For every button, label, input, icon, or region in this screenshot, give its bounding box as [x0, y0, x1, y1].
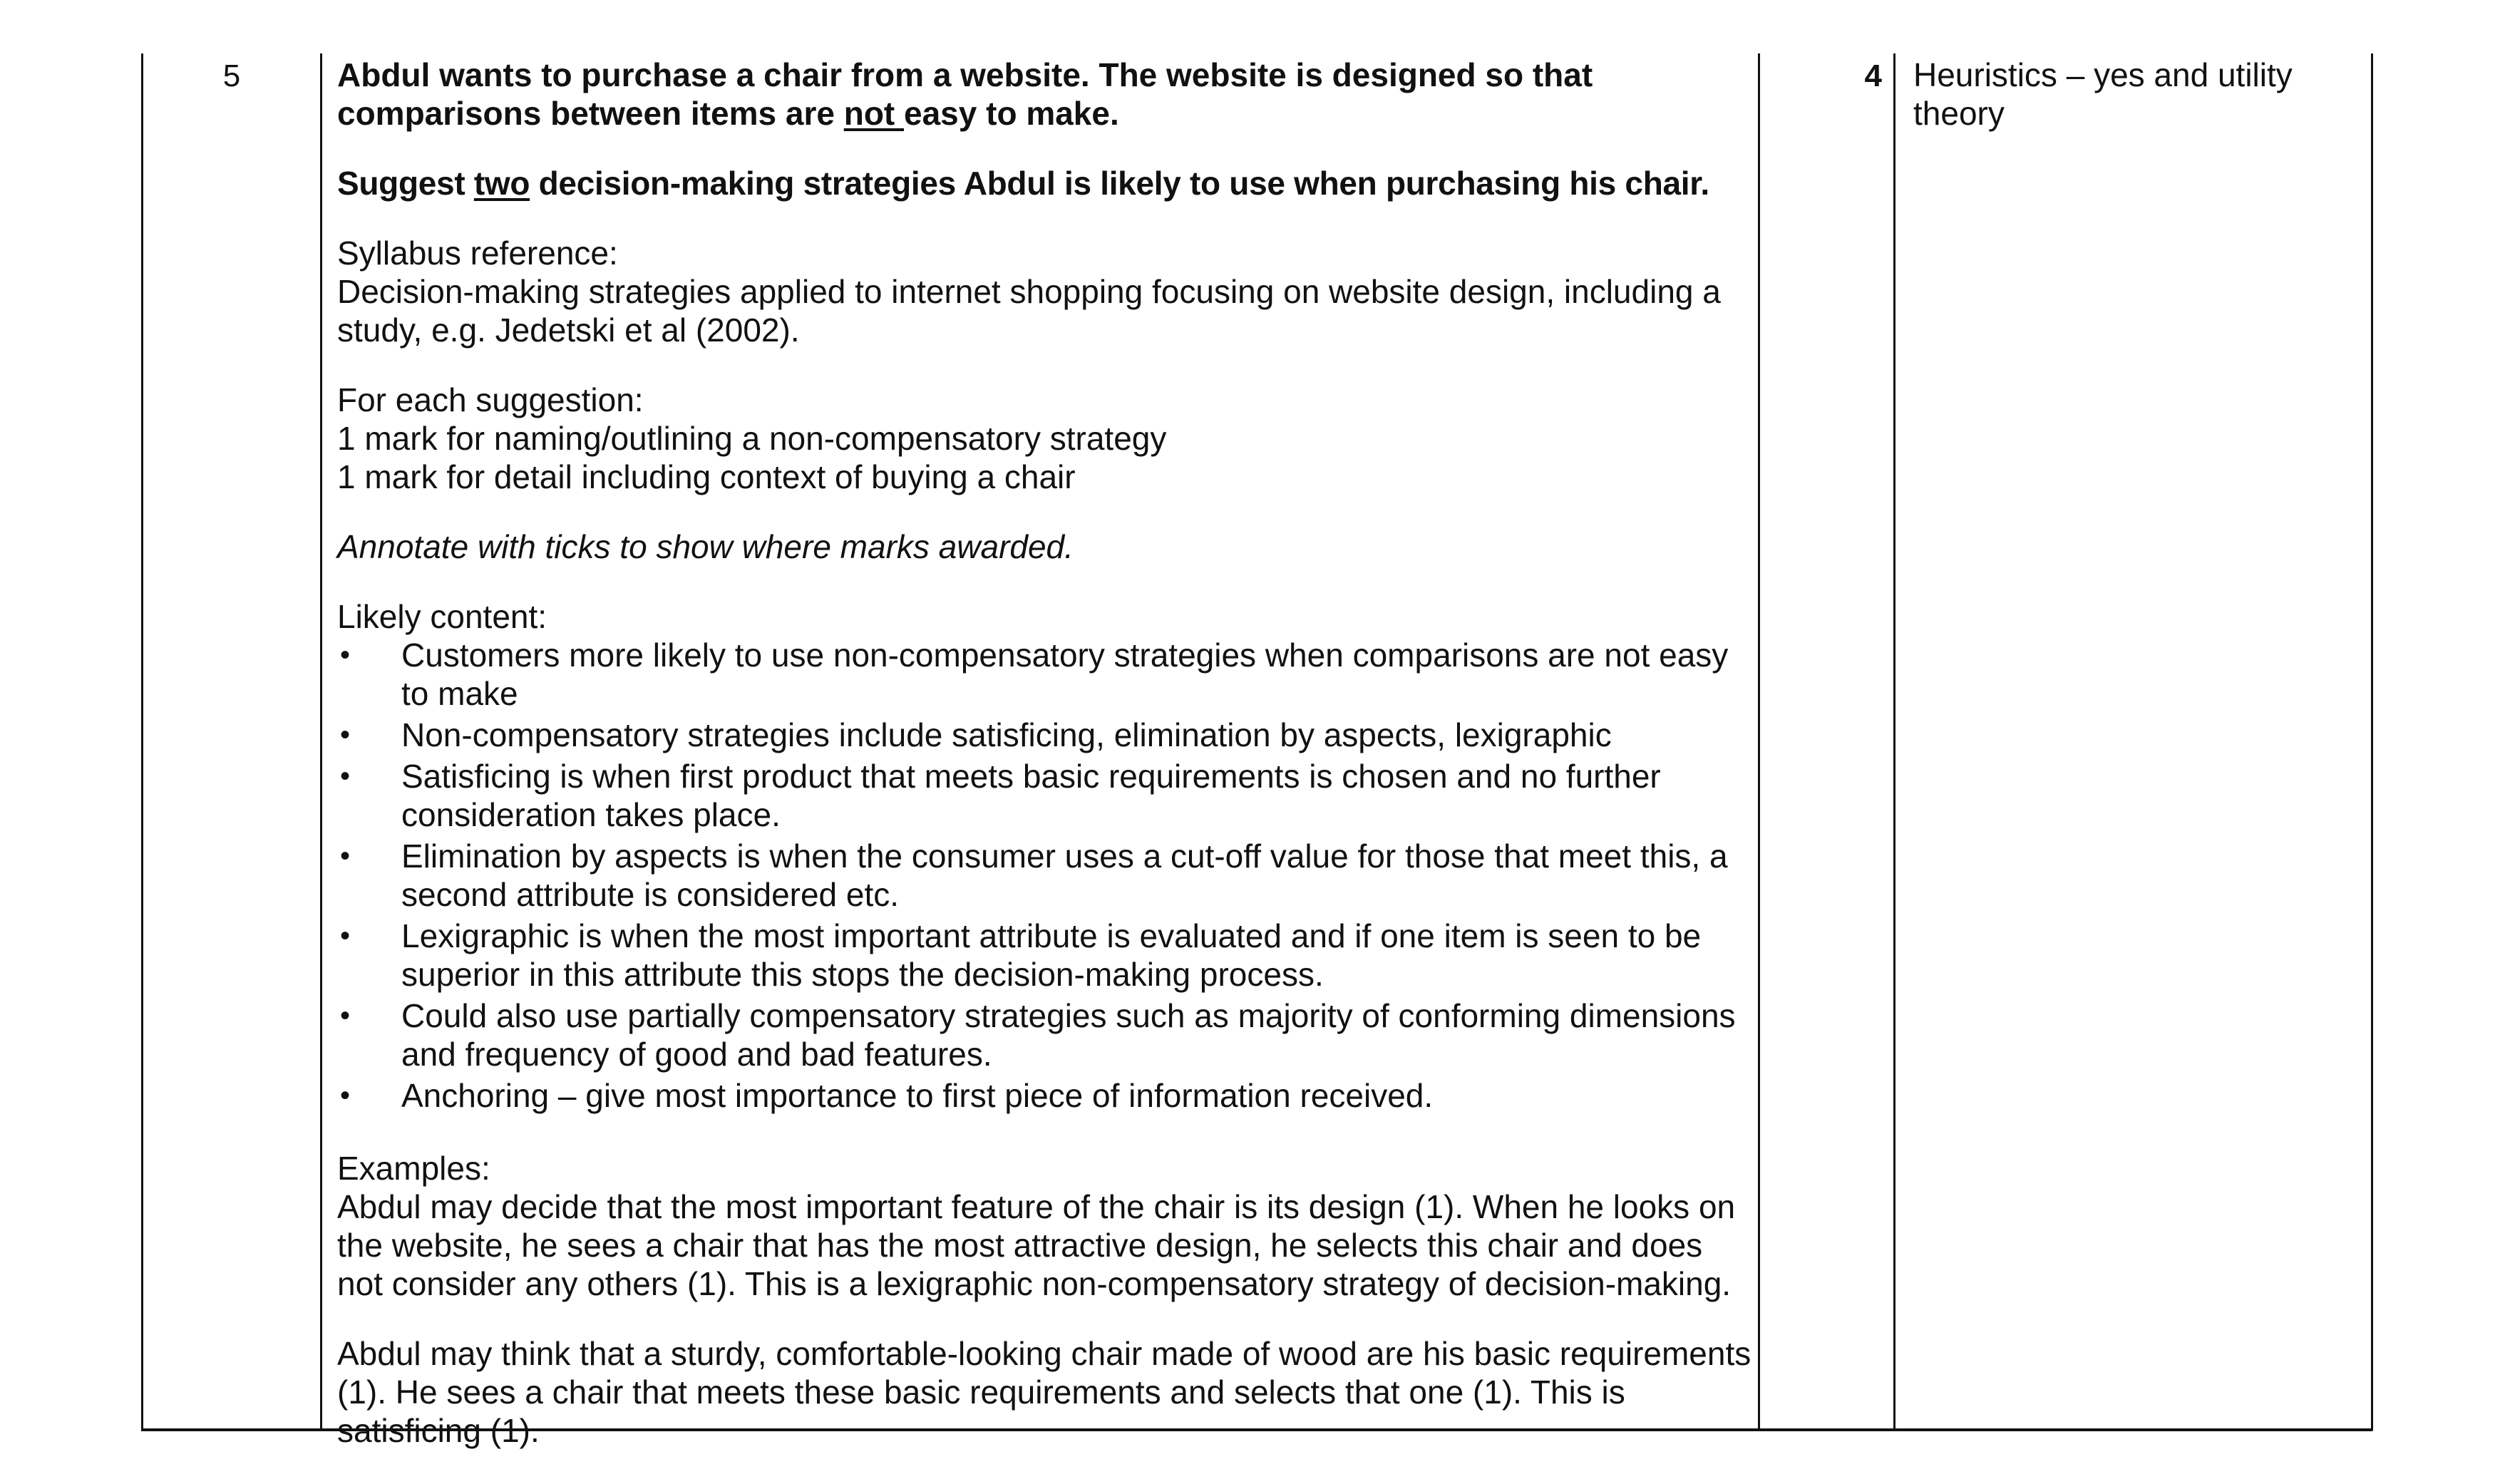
- question-task-part2: decision-making strategies Abdul is likely to use when purchasing his chair.: [530, 165, 1709, 202]
- table-divider-question: [320, 53, 322, 1431]
- likely-content-list: [337, 636, 1756, 1115]
- question-stem-part2: easy to make.: [904, 95, 1119, 132]
- syllabus-heading: Syllabus reference:: [337, 235, 618, 272]
- list-item-text: Satisficing is when first product that meets basic requirements is chosen and no further consideration takes place.: [401, 758, 1661, 833]
- table-border-right: [2371, 53, 2373, 1431]
- list-item: [337, 757, 1756, 834]
- question-number: 5: [222, 58, 241, 93]
- bullet-icon: •: [340, 761, 351, 792]
- syllabus-text: Decision-making strategies applied to internet shopping focusing on website design, including a study, e.g. Jedetski et al (2002).: [337, 273, 1721, 349]
- mark-scheme-heading: For each suggestion:: [337, 381, 644, 418]
- list-item-text: Elimination by aspects is when the consumer uses a cut-off value for those that meet this, a second attribute is considered etc.: [401, 838, 1728, 913]
- question-stem-underlined: not: [843, 95, 905, 132]
- list-item: [337, 837, 1756, 914]
- list-item-text: Lexigraphic is when the most important attribute is evaluated and if one item is seen to be superior in this attribute this stops the decision-making process.: [401, 917, 1702, 993]
- annotate-instruction: Annotate with ticks to show where marks awarded.: [337, 528, 1074, 565]
- likely-content-heading: Likely content:: [337, 598, 547, 635]
- list-item: [337, 996, 1756, 1073]
- list-item: [337, 1076, 1756, 1115]
- mark-scheme-line-1: 1 mark for naming/outlining a non-compensatory strategy: [337, 420, 1167, 457]
- marks-value: 4: [1864, 58, 1882, 93]
- bullet-icon: •: [340, 1080, 351, 1111]
- guidance-text: Heuristics – yes and utility theory: [1913, 56, 2293, 132]
- list-item-text: Customers more likely to use non-compensatory strategies when comparisons are not easy to make: [401, 637, 1729, 712]
- example-2: Abdul may think that a sturdy, comfortable-looking chair made of wood are his basic requirements (1). He sees a chair that meets these basic requirements and selects that one (1). This is satisficing (1).: [337, 1335, 1751, 1449]
- list-item: [337, 716, 1756, 754]
- table-divider-marks: [1893, 53, 1895, 1431]
- bullet-icon: •: [340, 719, 351, 751]
- list-item: [337, 917, 1756, 994]
- list-item-text: Anchoring – give most importance to first piece of information received.: [401, 1077, 1434, 1114]
- question-task-underlined: two: [473, 165, 530, 202]
- bullet-icon: •: [340, 1000, 351, 1031]
- table-border-left: [141, 53, 143, 1431]
- answer-cell: [337, 56, 1756, 1450]
- example-1: Abdul may decide that the most important feature of the chair is its design (1). When he looks on the website, he sees a chair that has the most attractive design, he selects this chair and does not consider any others (1). This is a lexigraphic non-compensatory strategy of decision-making.: [337, 1188, 1736, 1302]
- examples-heading: Examples:: [337, 1150, 490, 1187]
- table-divider-answer: [1758, 53, 1760, 1431]
- question-task-part1: Suggest: [337, 165, 474, 202]
- mark-scheme-line-2: 1 mark for detail including context of buying a chair: [337, 458, 1076, 495]
- question-task: [337, 164, 1756, 202]
- question-stem: [337, 56, 1756, 133]
- list-item-text: Could also use partially compensatory strategies such as majority of conforming dimensions and frequency of good and bad features.: [401, 997, 1736, 1073]
- bullet-icon: •: [340, 840, 351, 872]
- bullet-icon: •: [340, 920, 351, 952]
- bullet-icon: •: [340, 639, 351, 671]
- list-item: [337, 636, 1756, 713]
- question-stem-part1: Abdul wants to purchase a chair from a website. The website is designed so that comparisons between items are: [337, 56, 1593, 132]
- list-item-text: Non-compensatory strategies include satisficing, elimination by aspects, lexigraphic: [401, 716, 1612, 753]
